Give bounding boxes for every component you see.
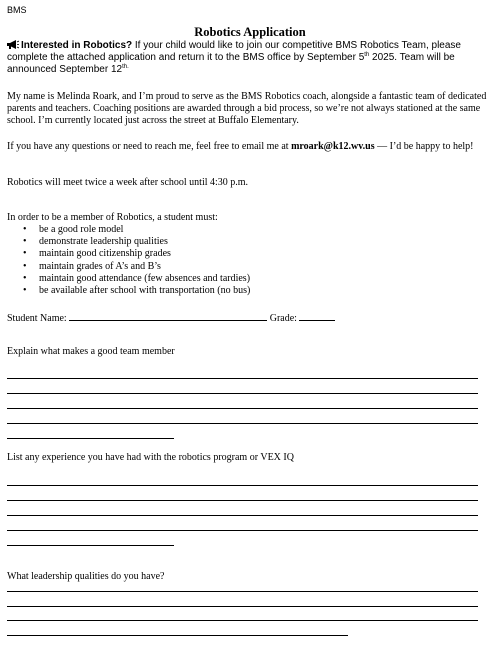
requirement-item: • be a good role model (39, 224, 250, 236)
grade-field[interactable] (299, 311, 335, 321)
contact-text-a: If you have any questions or need to reach me, feel free to email me at (7, 141, 292, 152)
requirements-list (0, 224, 250, 297)
coach-paragraph: My name is Melinda Roark, and I’m proud to serve as the BMS Robotics coach, alongside a fantastic team of dedicated parents and teachers. Coaching positions are awarded through a bid process, so we’re not always stationed at the same school. I’m currently located just across the street at Buffalo Elementary. (7, 91, 487, 126)
header-text: BMS (7, 5, 27, 15)
question-leadership: What leadership qualities do you have? (7, 571, 165, 582)
answer-line[interactable] (7, 423, 478, 424)
answer-line[interactable] (7, 438, 174, 439)
requirement-item: • maintain good attendance (few absences and tardies) (39, 273, 250, 285)
requirement-item: • maintain good citizenship grades (39, 248, 250, 260)
answer-line[interactable] (7, 378, 478, 379)
answer-line[interactable] (7, 545, 174, 546)
answer-line[interactable] (7, 500, 478, 501)
intro-sup-b: th. (122, 64, 129, 70)
megaphone-icon (7, 40, 19, 49)
student-name-field[interactable] (69, 311, 267, 321)
answer-line[interactable] (7, 393, 478, 394)
answer-line[interactable] (7, 485, 478, 486)
requirements-intro: In order to be a member of Robotics, a student must: (7, 212, 218, 223)
answer-line[interactable] (7, 408, 478, 409)
intro-text-a: If your child would like to join our competitive BMS Robotics Team, please complete the attached application and return it to the BMS office by September 5 (7, 40, 461, 63)
intro-lead: Interested in Robotics? (21, 40, 133, 51)
schedule-text: Robotics will meet twice a week after school until 4:30 p.m. (7, 177, 249, 188)
grade-label: Grade: (269, 313, 297, 324)
requirement-item: • be available after school with transportation (no bus) (39, 285, 250, 297)
intro-paragraph (7, 40, 489, 76)
answer-line[interactable] (7, 591, 478, 592)
question-team-member: Explain what makes a good team member (7, 346, 175, 357)
contact-paragraph (7, 141, 489, 153)
intro-sup-a: th (364, 52, 370, 58)
answer-line[interactable] (7, 530, 478, 531)
question-robotics-experience: List any experience you have had with the robotics program or VEX IQ (7, 452, 294, 463)
answer-line[interactable] (7, 515, 478, 516)
contact-text-b: — I’d be happy to help! (374, 141, 474, 152)
contact-email[interactable]: mroark@k12.wv.us (291, 141, 375, 152)
requirement-item: • demonstrate leadership qualities (39, 236, 250, 248)
intro-text-b: 2025. Team will be announced September 12 (7, 52, 455, 75)
answer-line[interactable] (7, 635, 348, 636)
requirement-item: • maintain grades of A’s and B’s (39, 261, 250, 273)
answer-line[interactable] (7, 620, 478, 621)
page-title: Robotics Application (194, 25, 306, 39)
answer-line[interactable] (7, 606, 478, 607)
student-name-label: Student Name: (7, 313, 67, 324)
student-info-row (7, 311, 335, 324)
